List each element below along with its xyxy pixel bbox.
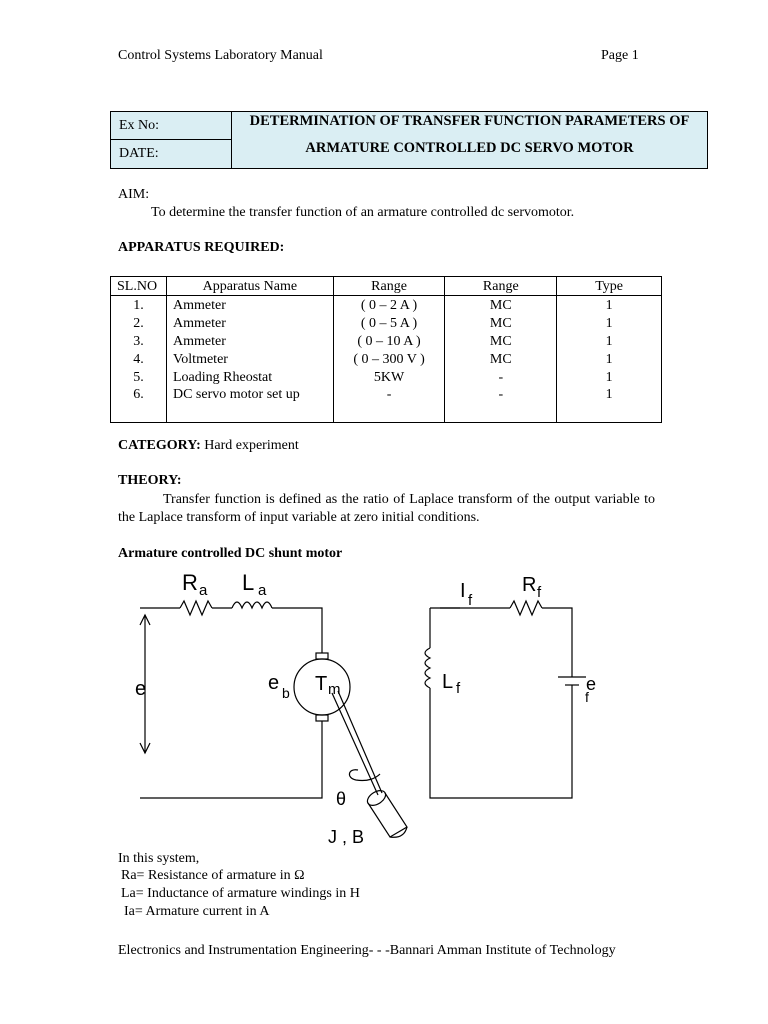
- cell-range-type: -: [445, 368, 557, 386]
- cell-range: ( 0 – 300 V ): [333, 350, 445, 368]
- label-eb: e: [268, 672, 280, 694]
- field-resistor: [510, 601, 542, 615]
- table-row: [111, 314, 662, 332]
- label-eb-sub: b: [282, 685, 290, 701]
- table-row: [111, 386, 662, 423]
- theory-heading: THEORY:: [118, 473, 182, 488]
- label-ef: e: [586, 674, 597, 694]
- motor-brush-bottom: [316, 715, 328, 721]
- label-theta: θ: [336, 789, 347, 809]
- table-row: [111, 368, 662, 386]
- field-inductor: [425, 648, 430, 688]
- cell-name: Ammeter: [166, 296, 333, 315]
- field-wire-right: [542, 608, 572, 677]
- cell-slno: 5.: [111, 368, 167, 386]
- label-la-sub: a: [258, 582, 267, 599]
- date-label: DATE:: [119, 146, 159, 161]
- cell-name: Ammeter: [166, 332, 333, 350]
- footer-text: Electronics and Instrumentation Engineering- - -Bannari Amman Institute of Technology: [118, 943, 616, 958]
- experiment-meta-column: [111, 112, 232, 168]
- cell-type: 1: [557, 314, 662, 332]
- load-cylinder: [365, 788, 407, 838]
- ex-no-label: Ex No:: [119, 118, 160, 133]
- circuit-diagram: [110, 565, 597, 855]
- cell-range: ( 0 – 5 A ): [333, 314, 445, 332]
- category-line: [118, 438, 299, 454]
- cell-name: Voltmeter: [166, 350, 333, 368]
- category-label: CATEGORY:: [118, 438, 201, 453]
- experiment-info-box: [110, 111, 708, 169]
- definition-ra: Ra= Resistance of armature in Ω: [121, 868, 305, 883]
- label-if-sub: f: [468, 592, 473, 609]
- experiment-title-line2: ARMATURE CONTROLLED DC SERVO MOTOR: [305, 140, 634, 156]
- definition-ia: Ia= Armature current in A: [124, 904, 270, 919]
- cell-range: ( 0 – 10 A ): [333, 332, 445, 350]
- table-header-row: [111, 277, 662, 296]
- circuit-heading: Armature controlled DC shunt motor: [118, 546, 343, 561]
- label-ra-sub: a: [199, 582, 208, 599]
- label-ra: R: [182, 570, 198, 595]
- table-row: [111, 350, 662, 368]
- cell-type: 1: [557, 332, 662, 350]
- cell-slno: 4.: [111, 350, 167, 368]
- definition-la: La= Inductance of armature windings in H: [121, 886, 360, 901]
- label-lf-sub: f: [456, 680, 461, 697]
- motor-brush-top: [316, 653, 328, 659]
- table-row: [111, 296, 662, 315]
- armature-inductor: [232, 602, 272, 608]
- cell-range-type: MC: [445, 332, 557, 350]
- label-jb: J , B: [328, 827, 365, 847]
- cell-type: 1: [557, 350, 662, 368]
- col-header-name: Apparatus Name: [166, 277, 333, 296]
- col-header-range: Range: [333, 277, 445, 296]
- cell-type: 1: [557, 368, 662, 386]
- col-header-range-type: Range: [445, 277, 557, 296]
- label-tm: T: [315, 673, 328, 695]
- page-number: Page 1: [601, 48, 639, 63]
- header-title: Control Systems Laboratory Manual: [118, 48, 323, 63]
- theory-paragraph: Transfer function is defined as the ratio of Laplace transform of the output variable to the Laplace transform of input variable at zero initial conditions.: [118, 492, 655, 525]
- armature-wire-bottom: [140, 721, 322, 798]
- cell-range-type: MC: [445, 350, 557, 368]
- cell-slno: 3.: [111, 332, 167, 350]
- experiment-title-line1: DETERMINATION OF TRANSFER FUNCTION PARAMETERS OF: [249, 113, 690, 129]
- cell-range: ( 0 – 2 A ): [333, 296, 445, 315]
- cell-type: 1: [557, 296, 662, 315]
- label-if: I: [460, 580, 466, 602]
- cell-slno: 6.: [111, 386, 167, 423]
- label-rf-sub: f: [537, 584, 542, 601]
- label-tm-sub: m: [328, 681, 341, 698]
- cell-range: 5KW: [333, 368, 445, 386]
- cell-range-type: MC: [445, 296, 557, 315]
- table-row: [111, 332, 662, 350]
- armature-resistor: [180, 601, 212, 615]
- theory-text: [118, 491, 655, 527]
- cell-name: Loading Rheostat: [166, 368, 333, 386]
- aim-text: To determine the transfer function of an armature controlled dc servomotor.: [151, 205, 575, 220]
- cell-slno: 1.: [111, 296, 167, 315]
- cell-type: 1: [557, 386, 662, 423]
- cell-slno: 2.: [111, 314, 167, 332]
- system-intro: In this system,: [118, 851, 200, 866]
- col-header-slno: SL.NO: [111, 277, 167, 296]
- armature-wire-top-right: [272, 608, 322, 653]
- label-la: L: [242, 570, 255, 595]
- col-header-type: Type: [557, 277, 662, 296]
- label-lf: L: [442, 671, 454, 693]
- category-value: Hard experiment: [204, 438, 299, 453]
- label-e: e: [135, 678, 147, 700]
- cell-range-type: -: [445, 386, 557, 423]
- cell-name: DC servo motor set up: [166, 386, 333, 423]
- label-rf: R: [522, 574, 537, 596]
- cell-range-type: MC: [445, 314, 557, 332]
- field-wire-right-bottom: [430, 685, 572, 798]
- aim-label: AIM:: [118, 187, 150, 202]
- cell-name: Ammeter: [166, 314, 333, 332]
- label-ef-sub: f: [585, 689, 589, 705]
- apparatus-table: [110, 276, 662, 423]
- cell-range: -: [333, 386, 445, 423]
- apparatus-heading: APPARATUS REQUIRED:: [118, 240, 285, 255]
